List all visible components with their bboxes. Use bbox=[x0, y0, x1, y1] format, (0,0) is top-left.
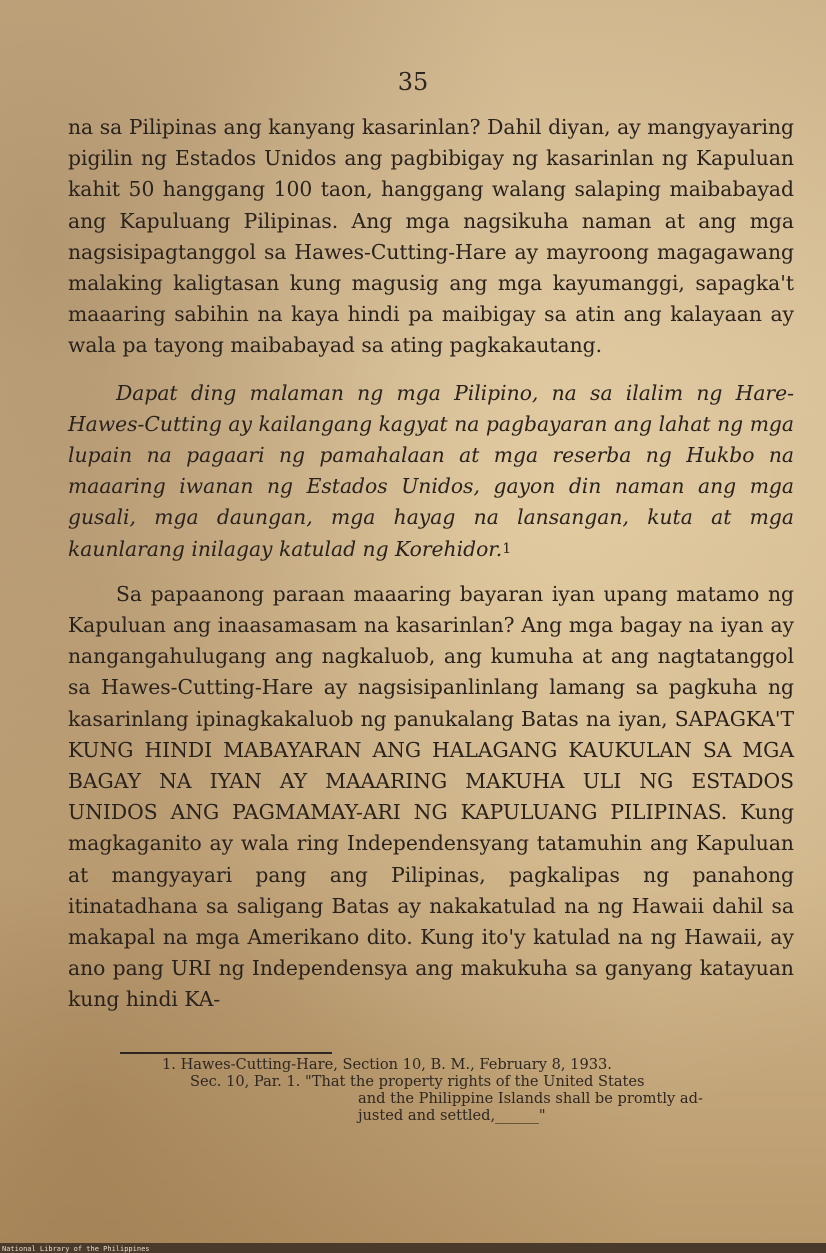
footnote-line-1: 1. Hawes-Cutting-Hare, Section 10, B. M., February 8, 1933. bbox=[162, 1056, 612, 1073]
footnote-line-4: justed and settled,______" bbox=[358, 1107, 546, 1124]
footnote-reference: 1 bbox=[502, 540, 512, 557]
page-number: 35 bbox=[397, 68, 429, 96]
footnotes bbox=[162, 1056, 812, 1124]
paragraph-2 bbox=[68, 378, 794, 565]
paragraph-3: Sa papaanong paraan maaaring bayaran iyan upang matamo ng Kapuluan ang inaasamasam na kasarinlan? Ang mga bagay na iyan ay nangangahulugang ang nagkaluob, ang kumuha at ang nagtatanggol sa Hawes-Cutting-Hare ay nagsisipanlinlang lamang sa pagkuha ng kasarinlang ipinagkakaluob ng panukalang Batas na iyan, SAPAGKA'T KUNG HINDI MABAYARAN ANG HALAGANG KAUKULAN SA MGA BAGAY NA IYAN AY MAAARING MAKUHA ULI NG ESTADOS UNIDOS ANG PAGMAMAY-ARI NG KAPULUANG PILIPINAS. Kung magkaganito ay wala ring Independensyang tatamuhin ang Kapuluan at mangyayari pang ang Pilipinas, pagkalipas ng panahong itinatadhana sa saligang Batas ay nakakatulad na ng Hawaii dahil sa makapal na mga Amerikano dito. Kung ito'y katulad na ng Hawaii, ay ano pang URI ng Independensya ang makukuha sa ganyang katayuan kung hindi KA- bbox=[68, 581, 794, 1012]
body-text bbox=[68, 112, 794, 1016]
source-caption: National Library of the Philippines bbox=[2, 1245, 150, 1253]
paragraph-2-text: Dapat ding malaman ng mga Pilipino, na sa ilalim ng Hare-Hawes-Cutting ay kailangang kagyat na pagbayaran ang lahat ng mga lupain na pagaari ng pamahalaan at mga reserba ng Hukbo na maaaring iwanan ng Estados Unidos, gayon din naman ang mga gusali, mga daungan, mga hayag na lansangan, kuta at mga kaunlarang inilagay katulad ng Korehidor. bbox=[68, 380, 794, 561]
paragraph-1: na sa Pilipinas ang kanyang kasarinlan? Dahil diyan, ay mangyayaring pigilin ng Estados Unidos ang pagbibigay ng kasarinlan ng Kapuluan kahit 50 hanggang 100 taon, hanggang walang salaping maibabayad ang Kapuluang Pilipinas. Ang mga nagsikuha naman at ang mga nagsisipagtanggol sa Hawes-Cutting-Hare ay mayroong magagawang malaking kaligtasan kung magusig ang mga kayumanggi, sapagka't maaaring sabihin na kaya hindi pa maibigay sa atin ang kalayaan ay wala pa tayong maibabayad sa ating pagkakautang. bbox=[68, 115, 794, 358]
footnote-line-3: and the Philippine Islands shall be promtly ad- bbox=[358, 1090, 703, 1107]
footnote-divider bbox=[120, 1052, 332, 1054]
footnote-line-2: Sec. 10, Par. 1. "That the property rights of the United States bbox=[190, 1073, 645, 1090]
